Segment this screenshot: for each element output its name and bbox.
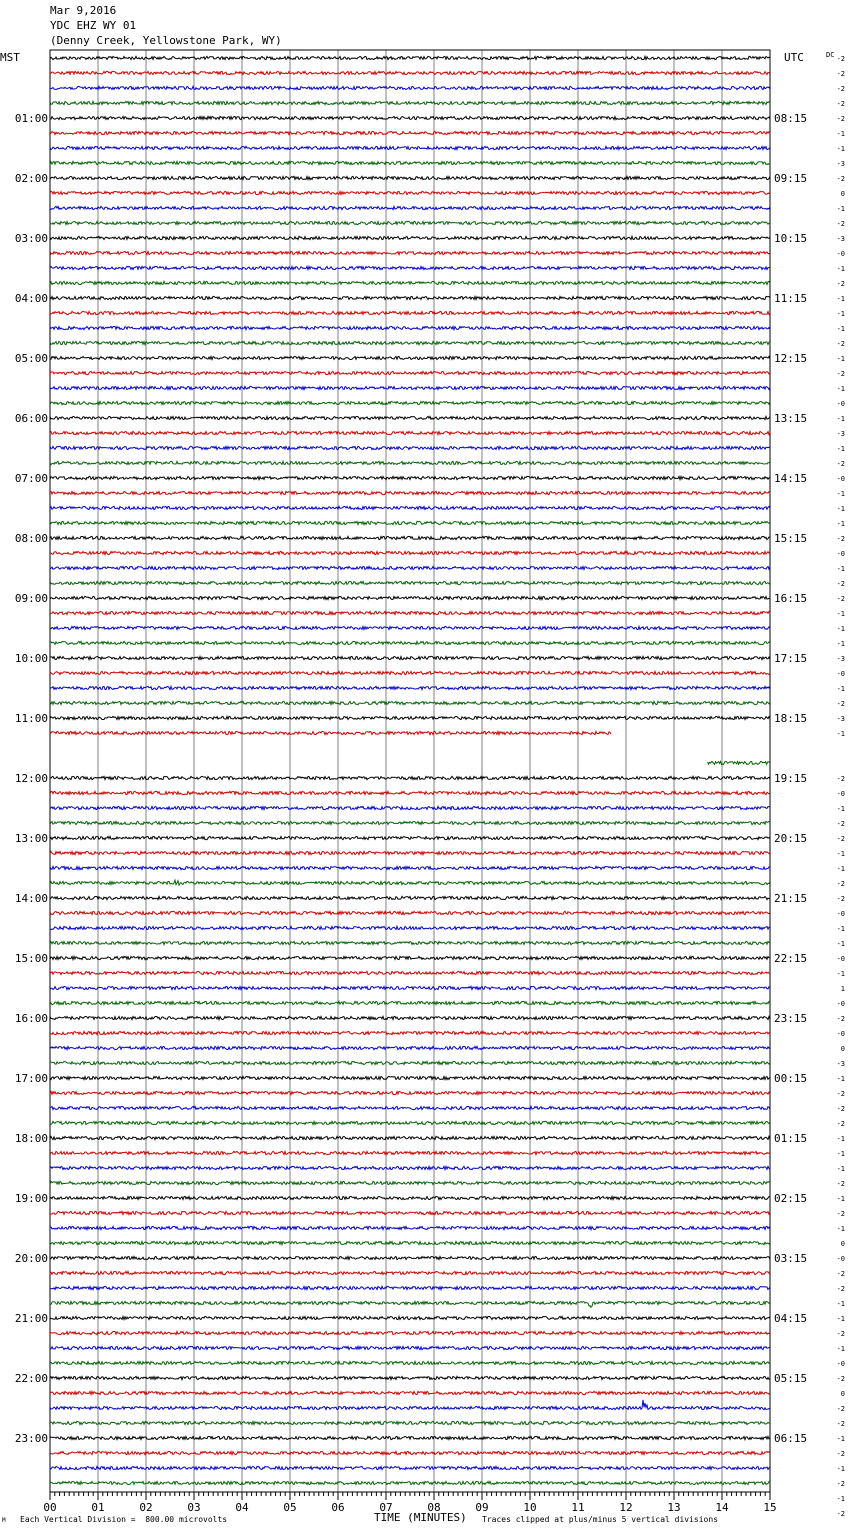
dc-offset-label: -2: [836, 1015, 845, 1023]
trace-row: [50, 806, 770, 809]
trace-row: [50, 476, 770, 479]
trace-row: [50, 326, 770, 329]
dc-offset-label: -2: [836, 370, 845, 378]
trace-row: [50, 641, 770, 644]
dc-offset-label: -0: [836, 1360, 845, 1368]
dc-offset-label: -1: [836, 295, 845, 303]
x-tick-label: 11: [571, 1501, 585, 1514]
right-hour-label: 08:15: [774, 112, 808, 125]
dc-label: DC: [826, 51, 835, 59]
dc-offset-label: -2: [836, 460, 845, 468]
right-hour-label: 13:15: [774, 412, 808, 425]
trace-row: [50, 536, 770, 539]
x-tick-label: 13: [667, 1501, 681, 1514]
trace-row: [50, 1256, 770, 1259]
dc-offset-label: -0: [836, 1030, 845, 1038]
dc-offset-label: -1: [836, 565, 845, 573]
right-hour-label: 05:15: [774, 1372, 808, 1385]
trace-row: [50, 446, 770, 449]
trace-row: [50, 1346, 770, 1349]
dc-offset-label: -1: [836, 415, 845, 423]
dc-offset-label: -1: [836, 940, 845, 948]
trace-row: [50, 611, 770, 614]
dc-offset-label: -0: [836, 955, 845, 963]
trace-row: [50, 776, 770, 779]
dc-offset-label: 0: [840, 190, 845, 198]
dc-offset-label: -0: [836, 670, 845, 678]
dc-offset-label: -2: [836, 1330, 845, 1338]
trace-row: [50, 86, 770, 89]
dc-offset-label: -2: [836, 1180, 845, 1188]
dc-offset-label: -2: [836, 1285, 845, 1293]
trace-row: [50, 1481, 770, 1484]
trace-row: [50, 716, 770, 719]
dc-offset-label: -2: [836, 835, 845, 843]
trace-row: [50, 701, 770, 704]
dc-offset-label: -2: [836, 280, 845, 288]
dc-offset-label: -1: [836, 490, 845, 498]
dc-offset-label: -2: [836, 1420, 845, 1428]
dc-offset-label: -1: [836, 1495, 845, 1503]
dc-offset-label: -1: [836, 520, 845, 528]
trace-row: [50, 56, 770, 59]
trace-row: [50, 821, 770, 824]
right-hour-label: 22:15: [774, 952, 808, 965]
trace-row: [50, 401, 770, 404]
dc-offset-label: -0: [836, 910, 845, 918]
right-hour-label: 04:15: [774, 1312, 808, 1325]
header-line-3: (Denny Creek, Yellowstone Park, WY): [50, 34, 282, 47]
dc-offset-label: -2: [836, 55, 845, 63]
trace-row: [50, 566, 770, 569]
trace-row: [50, 71, 770, 74]
right-hour-label: 17:15: [774, 652, 808, 665]
dc-offset-label: -2: [836, 595, 845, 603]
dc-offset-label: 0: [840, 1045, 845, 1053]
trace-row: [50, 1421, 770, 1424]
left-hour-label: 09:00: [14, 592, 48, 605]
trace-row: [50, 1391, 770, 1394]
right-hour-label: 23:15: [774, 1012, 808, 1025]
trace-row: [50, 236, 770, 239]
dc-offset-label: -0: [836, 250, 845, 258]
dc-offset-label: 0: [840, 1390, 845, 1398]
dc-offset-label: -2: [836, 115, 845, 123]
x-tick-label: 00: [43, 1501, 57, 1514]
left-hour-label: 10:00: [14, 652, 48, 665]
dc-offset-label: -1: [836, 325, 845, 333]
trace-row: [50, 581, 770, 584]
x-tick-label: 08: [427, 1501, 441, 1514]
trace-row: [50, 1436, 770, 1439]
dc-offset-label: -2: [836, 775, 845, 783]
trace-row: [50, 266, 770, 269]
dc-offset-label: -2: [836, 1375, 845, 1383]
left-hour-label: 18:00: [14, 1132, 48, 1145]
right-hour-label: 18:15: [774, 712, 808, 725]
trace-row: [50, 1331, 770, 1334]
dc-offset-label: -2: [836, 70, 845, 78]
dc-offset-label: -2: [836, 535, 845, 543]
dc-offset-label: -2: [836, 220, 845, 228]
dc-offset-label: -2: [836, 1405, 845, 1413]
x-tick-label: 05: [283, 1501, 297, 1514]
right-hour-label: 00:15: [774, 1072, 808, 1085]
x-tick-label: 07: [379, 1501, 393, 1514]
trace-row: [50, 626, 770, 629]
left-axis-title: MST: [0, 51, 20, 64]
trace-row: [50, 880, 770, 885]
clip-note: Traces clipped at plus/minus 5 vertical divisions: [482, 1515, 719, 1524]
dc-offset-label: -3: [836, 160, 845, 168]
trace-row: [50, 491, 770, 494]
plot-frame: [50, 50, 770, 1492]
dc-offset-label: -2: [836, 1105, 845, 1113]
x-tick-label: 06: [331, 1501, 345, 1514]
left-hour-label: 20:00: [14, 1252, 48, 1265]
dc-offset-label: -1: [836, 1465, 845, 1473]
left-hour-label: 15:00: [14, 952, 48, 965]
left-hour-label: 13:00: [14, 832, 48, 845]
right-hour-label: 16:15: [774, 592, 808, 605]
dc-offset-label: -1: [836, 1075, 845, 1083]
dc-offset-label: -1: [836, 970, 845, 978]
x-tick-label: 09: [475, 1501, 489, 1514]
right-hour-label: 12:15: [774, 352, 808, 365]
trace-row: [50, 1211, 770, 1214]
header-line-1: Mar 9,2016: [50, 4, 117, 17]
dc-offset-label: -1: [836, 1345, 845, 1353]
right-hour-label: 21:15: [774, 892, 808, 905]
left-hour-label: 17:00: [14, 1072, 48, 1085]
trace-row: [50, 596, 770, 599]
trace-row: [50, 1121, 770, 1124]
dc-offset-label: -3: [836, 235, 845, 243]
left-hour-label: 05:00: [14, 352, 48, 365]
x-tick-label: 15: [763, 1501, 777, 1514]
left-hour-label: 21:00: [14, 1312, 48, 1325]
trace-row: [50, 1466, 770, 1469]
dc-offset-label: -3: [836, 1060, 845, 1068]
dc-offset-label: 1: [840, 985, 845, 993]
right-hour-label: 14:15: [774, 472, 808, 485]
trace-row: [50, 1271, 770, 1274]
dc-offset-label: -1: [836, 1165, 845, 1173]
trace-row: [50, 1301, 770, 1307]
right-hour-label: 06:15: [774, 1432, 808, 1445]
left-hour-label: 23:00: [14, 1432, 48, 1445]
trace-row: [50, 971, 770, 974]
trace-row: [50, 356, 770, 359]
trace-row: [50, 386, 770, 389]
dc-offset-label: -1: [836, 865, 845, 873]
dc-offset-label: -1: [836, 310, 845, 318]
dc-offset-label: -2: [836, 1210, 845, 1218]
left-hour-label: 11:00: [14, 712, 48, 725]
trace-row: [50, 506, 770, 509]
right-hour-label: 20:15: [774, 832, 808, 845]
x-tick-label: 14: [715, 1501, 729, 1514]
trace-row: [50, 956, 770, 959]
x-tick-label: 04: [235, 1501, 249, 1514]
trace-row: [50, 311, 770, 314]
dc-offset-label: 0: [840, 1240, 845, 1248]
right-axis-title: UTC: [784, 51, 804, 64]
trace-row: [50, 281, 770, 284]
dc-offset-label: -1: [836, 805, 845, 813]
left-hour-label: 02:00: [14, 172, 48, 185]
left-hour-label: 22:00: [14, 1372, 48, 1385]
x-tick-label: 12: [619, 1501, 633, 1514]
dc-offset-label: -1: [836, 265, 845, 273]
right-hour-label: 19:15: [774, 772, 808, 785]
trace-row: [50, 146, 770, 149]
trace-row: [50, 1061, 770, 1064]
dc-offset-label: -3: [836, 715, 845, 723]
dc-offset-label: -1: [836, 1195, 845, 1203]
right-hour-label: 01:15: [774, 1132, 808, 1145]
trace-row: [50, 341, 770, 344]
trace-row: [50, 1376, 770, 1379]
dc-offset-label: -1: [836, 1300, 845, 1308]
trace-row: [50, 551, 770, 554]
trace-row: [708, 761, 770, 764]
trace-row: [50, 101, 770, 104]
dc-offset-label: -1: [836, 925, 845, 933]
trace-row: [50, 251, 770, 254]
dc-offset-label: -2: [836, 895, 845, 903]
right-hour-label: 09:15: [774, 172, 808, 185]
dc-offset-label: -0: [836, 1255, 845, 1263]
dc-offset-label: -2: [836, 1090, 845, 1098]
dc-offset-label: -3: [836, 655, 845, 663]
trace-row: [50, 866, 770, 869]
trace-row: [50, 1001, 770, 1004]
dc-offset-label: -2: [836, 85, 845, 93]
dc-offset-label: -1: [836, 130, 845, 138]
trace-row: [50, 1181, 770, 1184]
left-hour-label: 16:00: [14, 1012, 48, 1025]
x-tick-label: 02: [139, 1501, 153, 1514]
trace-row: [50, 1241, 770, 1244]
trace-row: [50, 836, 770, 839]
trace-row: [50, 1400, 770, 1410]
dc-offset-label: -2: [836, 700, 845, 708]
dc-offset-label: -2: [836, 175, 845, 183]
dc-offset-label: -2: [836, 580, 845, 588]
dc-offset-label: -1: [836, 1315, 845, 1323]
dc-offset-label: -1: [836, 355, 845, 363]
trace-row: [50, 116, 770, 119]
trace-row: [50, 1046, 770, 1049]
trace-row: [50, 1031, 770, 1034]
trace-row: [50, 431, 770, 434]
dc-offset-label: -1: [836, 850, 845, 858]
dc-offset-label: -1: [836, 145, 845, 153]
trace-row: [50, 521, 770, 524]
dc-offset-label: -1: [836, 1435, 845, 1443]
left-hour-label: 03:00: [14, 232, 48, 245]
scale-note: Each Vertical Division = 800.00 microvolts: [20, 1515, 228, 1524]
trace-row: [50, 911, 770, 914]
trace-row: [50, 731, 611, 734]
x-tick-label: 10: [523, 1501, 537, 1514]
trace-row: [50, 131, 770, 134]
left-hour-label: 01:00: [14, 112, 48, 125]
left-hour-label: 12:00: [14, 772, 48, 785]
trace-row: [50, 1196, 770, 1199]
x-tick-label: 03: [187, 1501, 201, 1514]
dc-offset-label: -3: [836, 430, 845, 438]
trace-row: [50, 1166, 770, 1169]
dc-offset-label: -1: [836, 685, 845, 693]
trace-row: [50, 851, 770, 854]
dc-offset-label: -1: [836, 1150, 845, 1158]
trace-row: [50, 416, 770, 419]
dc-offset-label: -0: [836, 475, 845, 483]
trace-row: [50, 1286, 770, 1289]
trace-row: [50, 896, 770, 899]
x-axis-title: TIME (MINUTES): [374, 1511, 467, 1524]
dc-offset-label: -2: [836, 100, 845, 108]
dc-offset-label: -1: [836, 445, 845, 453]
dc-offset-label: -1: [836, 625, 845, 633]
trace-row: [50, 941, 770, 944]
right-hour-label: 15:15: [774, 532, 808, 545]
trace-row: [50, 161, 770, 164]
dc-offset-label: -2: [836, 340, 845, 348]
right-hour-label: 11:15: [774, 292, 808, 305]
trace-row: [50, 176, 770, 179]
trace-row: [50, 206, 770, 209]
trace-row: [50, 461, 770, 464]
trace-row: [50, 1151, 770, 1154]
trace-row: [50, 1226, 770, 1229]
trace-row: [50, 791, 770, 794]
left-hour-label: 04:00: [14, 292, 48, 305]
left-hour-label: 07:00: [14, 472, 48, 485]
dc-offset-label: -1: [836, 640, 845, 648]
dc-offset-label: -0: [836, 550, 845, 558]
trace-row: [50, 296, 770, 299]
x-tick-label: 01: [91, 1501, 105, 1514]
trace-row: [50, 656, 770, 659]
trace-row: [50, 1106, 770, 1109]
trace-row: [50, 926, 770, 929]
left-hour-label: 06:00: [14, 412, 48, 425]
left-hour-label: 19:00: [14, 1192, 48, 1205]
dc-offset-label: -2: [836, 1480, 845, 1488]
trace-row: [50, 1091, 770, 1094]
dc-offset-label: -2: [836, 1450, 845, 1458]
dc-offset-label: -0: [836, 790, 845, 798]
dc-offset-label: -1: [836, 1135, 845, 1143]
dc-offset-label: -2: [836, 1270, 845, 1278]
dc-offset-label: -2: [836, 880, 845, 888]
left-hour-label: 14:00: [14, 892, 48, 905]
trace-row: [50, 1451, 770, 1454]
dc-offset-label: -1: [836, 205, 845, 213]
corner-mark: M: [2, 1517, 6, 1524]
right-hour-label: 03:15: [774, 1252, 808, 1265]
dc-offset-label: -2: [836, 1510, 845, 1518]
trace-row: [50, 986, 770, 989]
left-hour-label: 08:00: [14, 532, 48, 545]
trace-row: [50, 686, 770, 689]
right-hour-label: 10:15: [774, 232, 808, 245]
trace-row: [50, 1361, 770, 1364]
dc-offset-label: -1: [836, 385, 845, 393]
trace-row: [50, 371, 770, 374]
right-hour-label: 02:15: [774, 1192, 808, 1205]
trace-row: [50, 1076, 770, 1079]
dc-offset-label: -1: [836, 730, 845, 738]
trace-row: [50, 191, 770, 194]
dc-offset-label: -2: [836, 820, 845, 828]
trace-row: [50, 1016, 770, 1019]
trace-row: [50, 1136, 770, 1139]
trace-row: [50, 1316, 770, 1319]
trace-row: [50, 671, 770, 674]
dc-offset-label: -1: [836, 1225, 845, 1233]
dc-offset-label: -1: [836, 610, 845, 618]
trace-row: [50, 221, 770, 224]
dc-offset-label: -0: [836, 1000, 845, 1008]
dc-offset-label: -1: [836, 505, 845, 513]
dc-offset-label: -2: [836, 1120, 845, 1128]
dc-offset-label: -0: [836, 400, 845, 408]
header-line-2: YDC EHZ WY 01: [50, 19, 137, 32]
